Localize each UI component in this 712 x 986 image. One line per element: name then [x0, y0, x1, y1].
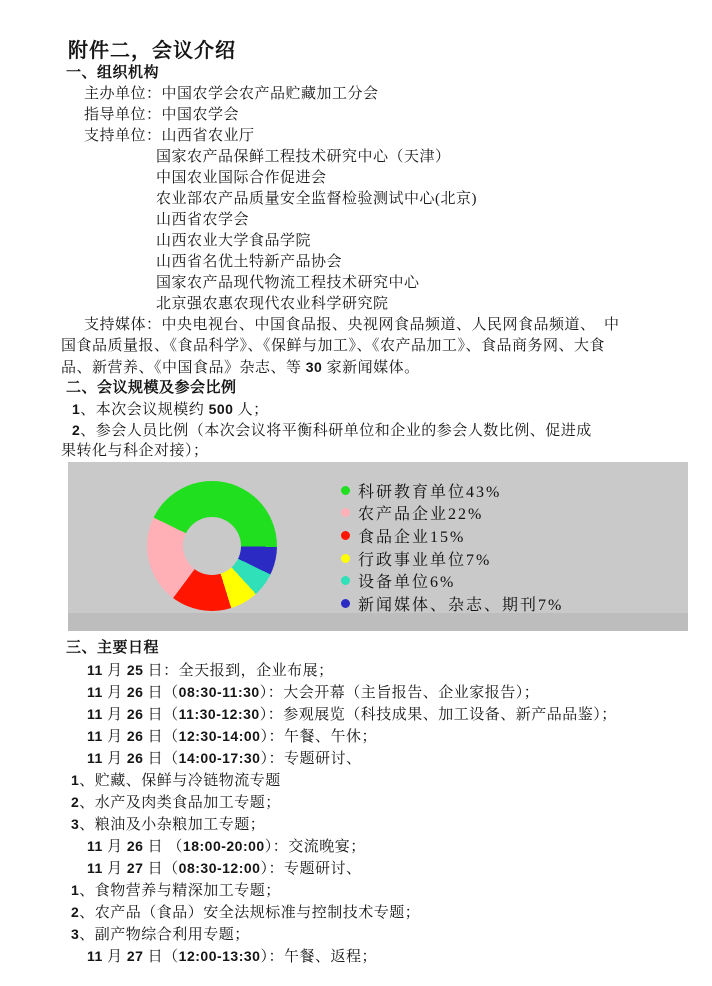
legend-swatch-icon — [341, 599, 350, 608]
doc-line: 山西省农学会 — [156, 212, 250, 228]
doc-line: 山西农业大学食品学院 — [156, 233, 312, 249]
numeric-text: 11 — [87, 750, 103, 766]
doc-line: 农业部农产品质量安全监督检验测试中心(北京) — [156, 191, 477, 207]
numeric-text: 08:30-12:00 — [178, 860, 261, 876]
legend-label: 行政事业单位7% — [358, 551, 492, 569]
doc-line: 指导单位：中国农学会 — [84, 107, 240, 123]
legend-swatch-icon — [341, 486, 350, 495]
doc-line: 北京强农惠农现代农业科学研究院 — [156, 296, 389, 312]
doc-line: 11 月 27 日（12:00-13:30）：午餐、返程； — [87, 948, 377, 965]
numeric-text: 11 — [87, 860, 103, 876]
numeric-text: 26 — [126, 750, 144, 766]
legend-swatch-icon — [341, 576, 350, 585]
numeric-text: 18:00-20:00 — [182, 838, 265, 854]
section-schedule — [0, 637, 712, 967]
chart-legend — [341, 479, 563, 615]
numeric-text: 500 — [208, 401, 234, 417]
doc-line: 11 月 25 日：全天报到，企业布展； — [87, 662, 334, 679]
doc-line: 国食品质量报、《食品科学》、《保鲜与加工》、《农产品加工》、食品商务网、大食 — [61, 338, 606, 354]
numeric-text: 12:00-13:30 — [178, 948, 261, 964]
doc-line: 国家农产品现代物流工程技术研究中心 — [156, 275, 420, 291]
doc-line: 11 月 26 日（14:00-17:30）：专题研讨、 — [87, 750, 362, 767]
document-title: 附件二，会议介绍 — [68, 40, 236, 62]
numeric-text: 27 — [126, 948, 144, 964]
participation-ratio-chart-panel — [68, 462, 688, 631]
doc-line: 2、参会人员比例（本次会议将平衡科研单位和企业的参会人数比例、促进成 — [72, 422, 592, 439]
numeric-text: 11 — [87, 948, 103, 964]
numeric-text: 11 — [87, 684, 103, 700]
doc-line: 2、农产品（食品）安全法规标准与控制技术专题； — [71, 904, 421, 921]
legend-item — [341, 569, 563, 592]
numeric-text: 08:30-11:30 — [178, 684, 260, 700]
numeric-text: 14:00-17:30 — [178, 750, 261, 766]
numeric-text: 11 — [87, 706, 103, 722]
legend-item — [341, 592, 563, 615]
legend-label: 食品企业15% — [358, 528, 466, 546]
doc-line: 1、本次会议规模约 500 人； — [72, 401, 269, 418]
numeric-text: 27 — [126, 860, 144, 876]
doc-line: 中国农业国际合作促进会 — [156, 170, 327, 186]
doc-line: 3、副产物综合利用专题； — [71, 926, 250, 943]
legend-swatch-icon — [341, 531, 350, 540]
doc-line: 11 月 27 日（08:30-12:00）：专题研讨、 — [87, 860, 362, 877]
legend-swatch-icon — [341, 554, 350, 563]
doc-line: 11 月 26 日（12:30-14:00）：午餐、午休； — [87, 728, 377, 745]
numeric-text: 1 — [71, 772, 80, 788]
numeric-text: 25 — [126, 662, 144, 678]
numeric-text: 1 — [72, 401, 81, 417]
numeric-text: 26 — [126, 684, 144, 700]
legend-item — [341, 524, 563, 547]
numeric-text: 11 — [87, 838, 103, 854]
section-heading: 二、会议规模及参会比例 — [66, 380, 237, 396]
numeric-text: 2 — [71, 794, 80, 810]
numeric-text: 2 — [71, 904, 80, 920]
doc-line: 11 月 26 日（11:30-12:30）：参观展览（科技成果、加工设备、新产品品鉴）； — [87, 706, 617, 723]
section-heading: 三、主要日程 — [66, 640, 160, 656]
numeric-text: 26 — [126, 838, 144, 854]
doc-line: 11 月 26 日 （18:00-20:00）：交流晚宴； — [87, 838, 366, 855]
doc-line: 11 月 26 日（08:30-11:30）：大会开幕（主旨报告、企业家报告）； — [87, 684, 540, 701]
numeric-text: 11:30-12:30 — [178, 706, 260, 722]
section-heading: 一、组织机构 — [66, 65, 160, 81]
legend-label: 新闻媒体、杂志、期刊7% — [358, 596, 564, 614]
doc-line: 主办单位：中国农学会农产品贮藏加工分会 — [84, 86, 379, 102]
numeric-text: 12:30-14:00 — [178, 728, 261, 744]
doc-line: 支持媒体：中央电视台、中国食品报、央视网食品频道、人民网食品频道、 中 — [84, 317, 620, 333]
doc-line: 国家农产品保鲜工程技术研究中心（天津） — [156, 149, 451, 165]
numeric-text: 11 — [87, 662, 103, 678]
doc-line: 1、食物营养与精深加工专题； — [71, 882, 281, 899]
section-organization-and-scale — [0, 63, 712, 462]
legend-label: 设备单位6% — [358, 574, 456, 592]
doc-line: 1、贮藏、保鲜与冷链物流专题 — [71, 772, 281, 789]
numeric-text: 3 — [71, 816, 80, 832]
numeric-text: 11 — [87, 728, 103, 744]
legend-item — [341, 479, 563, 502]
doc-line: 3、粮油及小杂粮加工专题； — [71, 816, 266, 833]
numeric-text: 30 — [305, 359, 323, 375]
numeric-text: 26 — [126, 706, 144, 722]
numeric-text: 26 — [126, 728, 144, 744]
legend-swatch-icon — [341, 508, 350, 517]
numeric-text: 1 — [71, 882, 80, 898]
doc-line: 支持单位：山西省农业厅 — [84, 128, 255, 144]
donut-chart-hole — [183, 517, 241, 575]
numeric-text: 3 — [71, 926, 80, 942]
doc-line: 山西省名优土特新产品协会 — [156, 254, 343, 270]
legend-label: 科研教育单位43% — [358, 483, 502, 501]
doc-line: 2、水产及肉类食品加工专题； — [71, 794, 281, 811]
numeric-text: 2 — [72, 422, 81, 438]
legend-item — [341, 547, 563, 570]
doc-line: 品、新营养、《中国食品》杂志、等 30 家新闻媒体。 — [61, 359, 420, 376]
legend-item — [341, 502, 563, 525]
donut-chart — [147, 481, 277, 611]
doc-line: 果转化与科企对接）； — [61, 443, 209, 459]
legend-label: 农产品企业22% — [358, 506, 484, 524]
